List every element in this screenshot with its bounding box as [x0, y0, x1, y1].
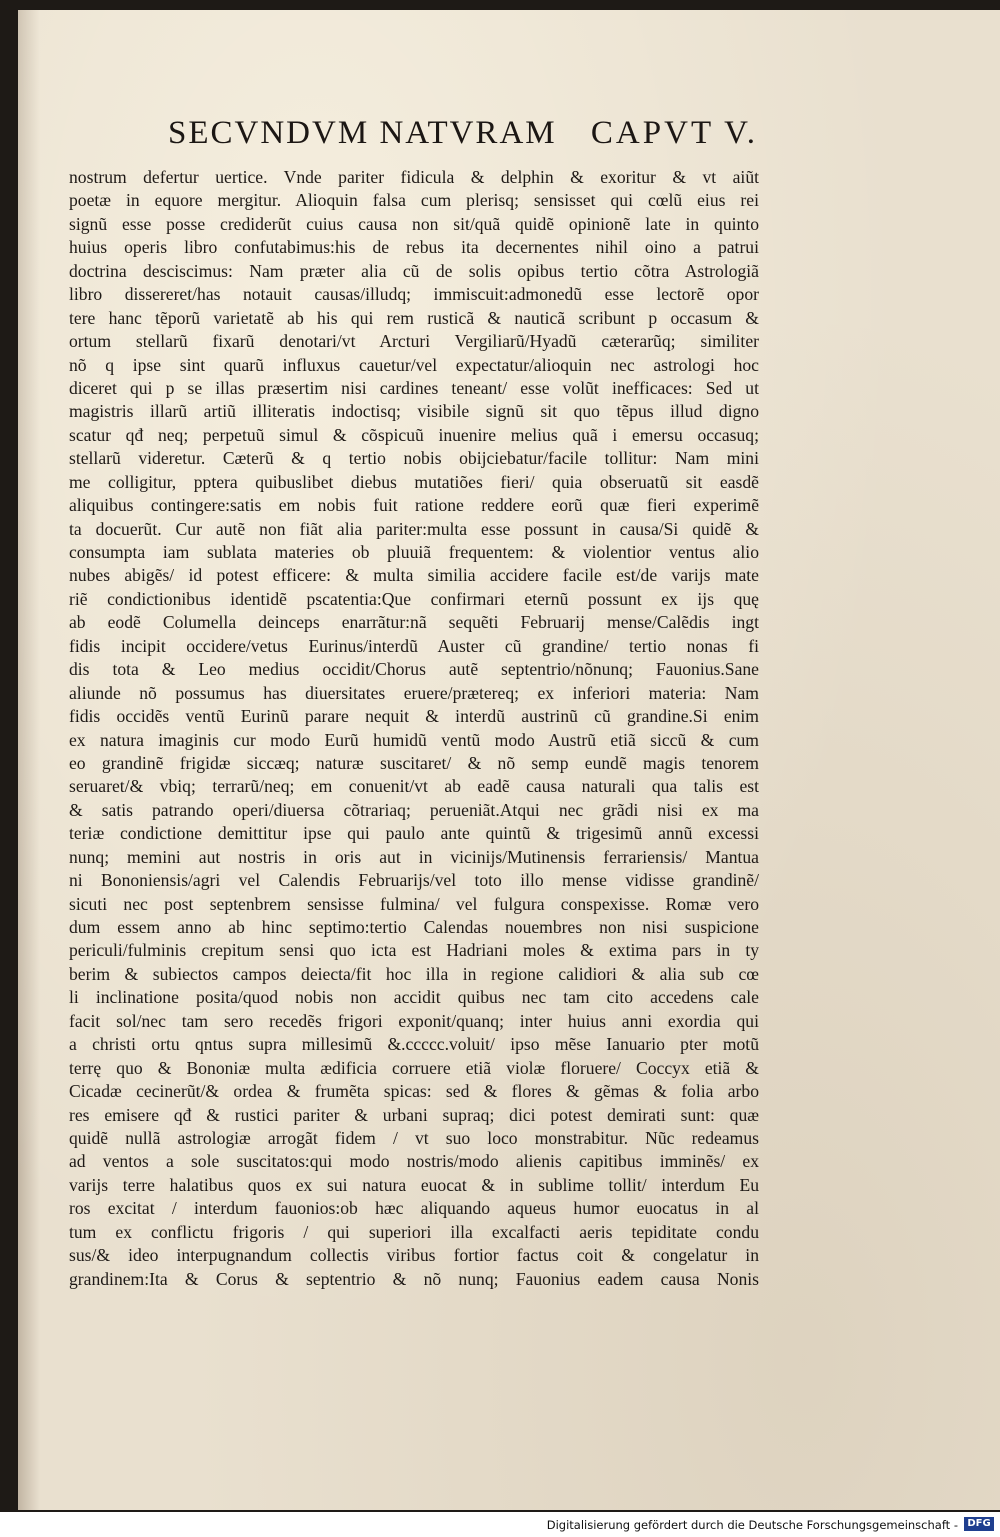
text-line: fidis occidẽs ventũ Eurinũ parare nequit & interdũ austrinũ cũ grandine.Si enim — [69, 706, 759, 727]
text-line: poetæ in equore mergitur. Alioquin falsa cum plerisq; sensisset qui cœlũ eius rei — [69, 190, 759, 211]
text-line: stellarũ videretur. Cæterũ & q tertio nobis obijciebatur/facile tollitur: Nam mini — [69, 448, 759, 469]
text-line: dum essem anno ab hinc septimo:tertio Calendas nouembres non nisi suspicione — [69, 917, 759, 937]
text-line: a christi ortu qntus supra millesimũ &.ccccc.voluit/ ipso mẽse Ianuario pter motũ — [69, 1034, 759, 1055]
book-page — [18, 10, 1000, 1510]
text-line: seruaret/& vbiq; terrarũ/neq; em conuenit/vt ab eadẽ causa naturali qua talis est — [69, 776, 759, 797]
text-line: diceret qui p se illas præsertim nisi cardines teneant/ esse volũt inefficaces: Sed ut — [69, 377, 759, 398]
running-head-title: SECVNDVM NATVRAM — [168, 115, 557, 151]
text-line: grandinem:Ita & Corus & septentrio & nõ nunq; Fauonius eadem causa Nonis — [69, 1268, 759, 1289]
text-line: res emisere qđ & rustici pariter & urbani supraq; dici potest demirati sunt: quæ — [69, 1104, 759, 1125]
text-line: aliunde nõ possumus has diuersitates eruere/prætereq; ex inferiori materia: Nam — [69, 682, 759, 703]
text-line: nostrum defertur uertice. Vnde pariter fidicula & delphin & exoritur & vt aiũt — [69, 167, 759, 187]
text-line: nõ q ipse sint quarũ influxus cauetur/vel expectatur/alioquin nec astrologi hoc — [69, 354, 759, 375]
text-line: ab eodẽ Columella deinceps enarrãtur:nã sequẽti Februarij mense/Calẽdis ingt — [69, 612, 759, 633]
text-line: doctrina desciscimus: Nam præter alia cũ de solis opibus tertio cõtra Astrologiã — [69, 260, 759, 281]
text-line: periculi/fulminis crepitum sensi quo icta est Hadriani moles & extima pars in ty — [69, 940, 759, 961]
text-line: magistris illarũ artiũ illiteratis indoctisq; visibile signũ sit quo tẽpus illud digno — [69, 401, 759, 422]
text-line: ros excitat / interdum fauonios:ob hæc aliquando aqueus humor euocatus in al — [69, 1198, 759, 1219]
text-line: consumpta iam sublata materies ob pluuiã frequentem: & violentior ventus alio — [69, 542, 759, 562]
running-head — [148, 115, 758, 157]
text-line: nubes abigẽs/ id potest efficere: & multa similia accidere facile est/de varijs mate — [69, 565, 759, 586]
text-line: libro dissereret/has notauit causas/illudq; immiscuit:admonedũ esse lectorẽ opor — [69, 284, 759, 305]
chapter-heading: CAPVT V. — [590, 115, 758, 151]
text-line: & satis patrando operi/diuersa cõtrariaq; perueniãt.Atqui nec grãdi nisi ex ma — [69, 799, 759, 820]
text-line: varijs terre halatibus quos ex sui natura euocat & in sublime tollit/ interdum Eu — [69, 1174, 759, 1195]
text-line: ortum stellarũ fixarũ denotari/vt Arcturi Vergiliarũ/Hyadũ cæterarũq; similiter — [69, 331, 759, 352]
text-line: ad ventos a sole suscitatos:qui modo nostris/modo alienis capitibus imminẽs/ ex — [69, 1151, 759, 1172]
text-line: huius operis libro confutabimus:his de rebus ita decernentes nihil oino a patrui — [69, 237, 759, 258]
text-line: ni Bononiensis/agri vel Calendis Februarijs/vel toto illo mense vidisse grandinẽ/ — [69, 870, 759, 891]
text-line: me colligitur, pptera quibuslibet diebus mutatiões fieri/ quia obseruatũ sit easdẽ — [69, 471, 759, 492]
text-line: quidẽ nullã astrologiæ arrogãt fidem / vt suo loco monstrabitur. Nũc redeamus — [69, 1127, 759, 1148]
funding-notice: Digitalisierung gefördert durch die Deutsche Forschungsgemeinschaft - — [546, 1518, 958, 1532]
text-line: signũ esse posse crediderũt cuius causa non sit/quã quidẽ opinionẽ late in quinto — [69, 213, 759, 234]
text-line: fidis incipit occidere/vetus Eurinus/interdũ Auster cũ grandine/ tertio nonas fi — [69, 635, 759, 656]
text-line: tum ex conflictu frigoris / qui superiori illa excalfacti aeris tepiditate condu — [69, 1221, 759, 1242]
text-line: eo grandinẽ frigidæ siccæq; naturæ suscitaret/ & nõ semp eundẽ magis tenorem — [69, 752, 759, 773]
text-line: tere hanc tẽporũ varietatẽ ab his qui rem rusticã & nauticã scribunt p occasum & — [69, 307, 759, 328]
text-line: terrę quo & Bononiæ multa ædificia corruere etiã violæ floruere/ Coccyx etiã & — [69, 1057, 759, 1078]
text-line: facit sol/nec tam sero recedẽs frigori exponit/quanq; inter huius anni exordia qui — [69, 1010, 759, 1031]
text-line: berim & subiectos campos deiecta/fit hoc illa in regione calidiori & alia sub cœ — [69, 963, 759, 984]
text-line: nunq; memini aut nostris in oris aut in vicinijs/Mutinensis ferrariensis/ Mantua — [69, 846, 759, 867]
text-line: ta docuerũt. Cur autẽ non fiãt alia pariter:multa esse possunt in causa/Si quidẽ & — [69, 518, 759, 539]
text-line: Cicadæ cecinerũt/& ordea & frumẽta spicas: sed & flores & gẽmas & folia arbo — [69, 1081, 759, 1102]
text-line: teriæ condictione demittitur ipse qui paulo ante quintũ & trigesimũ annũ excessi — [69, 823, 759, 844]
text-line: sicuti nec post septenbrem sensisse fulmina/ vel fulgura conspexisse. Romæ vero — [69, 893, 759, 914]
body-text — [69, 166, 759, 1291]
dfg-logo: DFG — [964, 1517, 994, 1531]
text-line: li inclinatione posita/quod nobis non accidit quibus nec tam cito accedens cale — [69, 987, 759, 1008]
digitization-footer — [0, 1512, 1000, 1537]
text-line: ex natura imaginis cur modo Eurũ humidũ ventũ modo Austrũ etiã siccũ & cum — [69, 729, 759, 750]
text-line: scatur qđ neq; perpetuũ simul & cõspicuũ inuenire melius quã i emersu occasuq; — [69, 424, 759, 445]
text-line: riẽ condictionibus identidẽ pscatentia:Que confirmari eternũ possunt ex ijs quę — [69, 588, 759, 609]
text-line: sus/& ideo interpugnandum collectis viribus fortior factus coit & congelatur in — [69, 1245, 759, 1266]
text-line: aliquibus contingere:satis em nobis fuit ratione reddere eorũ quæ fieri experimẽ — [69, 495, 759, 516]
text-line: dis tota & Leo medius occidit/Chorus autẽ septentrio/nõnunq; Fauonius.Sane — [69, 659, 759, 680]
